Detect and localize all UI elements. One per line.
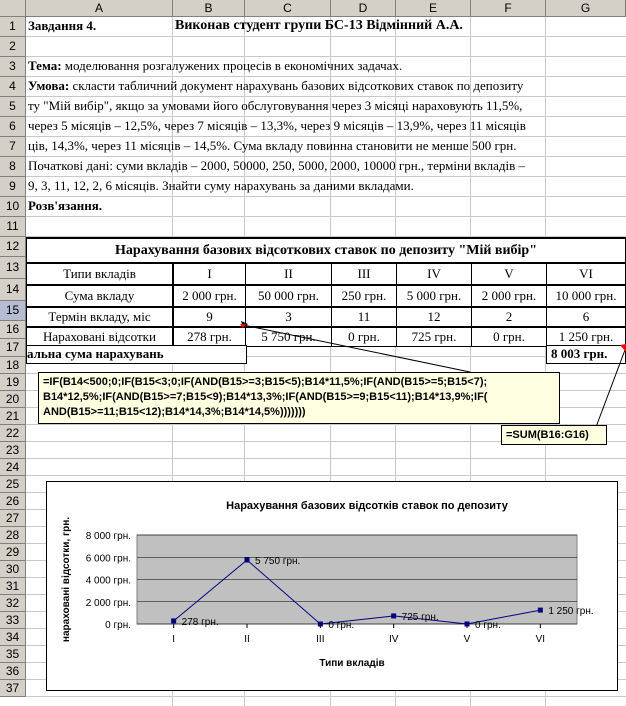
data-label: 0 грн. — [328, 620, 355, 631]
term-cell[interactable]: 3 — [245, 307, 332, 327]
type-cell[interactable]: IV — [396, 263, 472, 285]
line-chart — [47, 482, 617, 690]
interest-cell[interactable]: 0 грн. — [331, 327, 397, 347]
interest-cell[interactable]: 0 грн. — [471, 327, 547, 347]
row-header-26[interactable]: 26 — [0, 493, 26, 510]
x-tick-label: III — [316, 634, 325, 645]
interest-cell[interactable]: 5 750 грн. — [245, 327, 332, 347]
row-header-31[interactable]: 31 — [0, 578, 26, 595]
row-header-10[interactable]: 10 — [0, 197, 26, 217]
x-axis-title: Типи вкладів — [319, 658, 385, 669]
row-header-23[interactable]: 23 — [0, 442, 26, 459]
data-point — [245, 558, 250, 563]
topic-label: Тема: — [28, 58, 62, 73]
data-point — [171, 618, 176, 623]
term-cell[interactable]: 12 — [396, 307, 472, 327]
x-tick-label: VI — [535, 634, 546, 645]
data-point — [318, 622, 323, 627]
row-header-24[interactable]: 24 — [0, 459, 26, 476]
row-header-35[interactable]: 35 — [0, 646, 26, 663]
row-header-28[interactable]: 28 — [0, 527, 26, 544]
chart-area[interactable] — [46, 481, 618, 691]
term-cell[interactable]: 9 — [173, 307, 246, 327]
row-header-19[interactable]: 19 — [0, 374, 26, 391]
data-label: 5 750 грн. — [255, 556, 301, 568]
amount-cell[interactable]: 10 000 грн. — [546, 285, 626, 307]
column-header-g[interactable]: G — [546, 0, 626, 17]
total-label[interactable]: альна сума нарахувань — [26, 345, 247, 364]
row-header-33[interactable]: 33 — [0, 612, 26, 629]
x-tick-label: IV — [388, 634, 399, 645]
amount-cell[interactable]: 5 000 грн. — [396, 285, 472, 307]
topic-text: моделювання розгалужених процесів в економічних задачах. — [61, 58, 403, 73]
column-header-e[interactable]: E — [396, 0, 471, 17]
condition-line-2[interactable]: ту "Мій вибір", якщо за умовами його обслуговування через 3 місяці нараховують 11,5%, — [28, 98, 523, 113]
y-axis-title: нараховані відсотки, грн. — [61, 516, 72, 643]
column-header-d[interactable]: D — [331, 0, 396, 17]
term-cell[interactable]: 2 — [471, 307, 547, 327]
data-point — [465, 622, 470, 627]
row-header-34[interactable]: 34 — [0, 629, 26, 646]
initial-data-line-2[interactable]: 9, 3, 11, 12, 2, 6 місяців. Знайти суму нарахувань за даними вкладами. — [28, 178, 414, 193]
row-header-7[interactable]: 7 — [0, 137, 26, 157]
column-header-a[interactable]: A — [26, 0, 173, 17]
type-cell[interactable]: V — [471, 263, 547, 285]
type-cell[interactable]: II — [245, 263, 332, 285]
row-header-27[interactable]: 27 — [0, 510, 26, 527]
row-header-14[interactable]: 14 — [0, 279, 26, 301]
row-header-1[interactable]: 1 — [0, 17, 26, 37]
y-tick-label: 4 000 грн. — [85, 575, 131, 587]
student-info[interactable]: Виконав студент групи БС-13 Відмінний А.А. — [175, 18, 463, 33]
term-cell[interactable]: 6 — [546, 307, 626, 327]
amount-cell[interactable]: 2 000 грн. — [471, 285, 547, 307]
x-tick-label: I — [172, 634, 176, 645]
row-header-12[interactable]: 12 — [0, 237, 26, 257]
column-header-f[interactable]: F — [471, 0, 546, 17]
solution-heading[interactable]: Розв'язання. — [28, 198, 102, 213]
row-header-37[interactable]: 37 — [0, 680, 26, 697]
row-header-32[interactable]: 32 — [0, 595, 26, 612]
y-tick-label: 6 000 грн. — [85, 553, 131, 565]
row-header-13[interactable]: 13 — [0, 257, 26, 279]
row-header-15[interactable]: 15 — [0, 301, 26, 321]
row-header-11[interactable]: 11 — [0, 217, 26, 237]
y-tick-label: 0 грн. — [105, 620, 131, 631]
row-label-interest[interactable]: Нараховані відсотки — [26, 327, 173, 347]
interest-cell[interactable]: 1 250 грн. — [546, 327, 626, 347]
initial-data-line[interactable]: Початкові дані: суми вкладів – 2000, 50000, 250, 5000, 2000, 10000 грн., терміни вкладів – — [28, 158, 525, 173]
sum-comment[interactable]: =SUM(B16:G16) — [501, 425, 607, 445]
formula-comment[interactable]: =IF(B14<500;0;IF(B15<3;0;IF(AND(B15>=3;B15<5);B14*11,5%;IF(AND(B15>=5;B15<7); B14*12,5%;IF(AND(B15>=7;B15<9);B14*13,3%;IF(AND(B15>=9;B15<11);B14*13,9%;IF( AND(B15>=11;B15<12);B14*14,3%;B14*14,5%))))))) — [38, 372, 560, 424]
row-label-amounts[interactable]: Сума вкладу — [26, 285, 173, 307]
term-cell[interactable]: 11 — [331, 307, 397, 327]
y-tick-label: 8 000 грн. — [85, 531, 131, 542]
row-header-9[interactable]: 9 — [0, 177, 26, 197]
row-header-22[interactable]: 22 — [0, 425, 26, 442]
data-label: 725 грн. — [401, 611, 439, 623]
column-header-b[interactable]: B — [173, 0, 245, 17]
type-cell[interactable]: III — [331, 263, 397, 285]
row-header-36[interactable]: 36 — [0, 663, 26, 680]
task-title[interactable]: Завдання 4. — [28, 18, 97, 33]
row-header-18[interactable]: 18 — [0, 357, 26, 374]
row-header-6[interactable]: 6 — [0, 117, 26, 137]
y-tick-label: 2 000 грн. — [85, 597, 131, 609]
condition-line-4[interactable]: ців, 14,3%, через 11 місяців – 14,5%. Сума вкладу повинна становити не менше 500 грн. — [28, 138, 517, 153]
row-header-8[interactable]: 8 — [0, 157, 26, 177]
amount-cell[interactable]: 50 000 грн. — [245, 285, 332, 307]
row-header-17[interactable]: 17 — [0, 339, 26, 357]
amount-cell[interactable]: 250 грн. — [331, 285, 397, 307]
data-point — [538, 608, 543, 613]
chart-title: Нарахування базових відсотків ставок по депозиту — [226, 500, 508, 512]
type-cell[interactable]: VI — [546, 263, 626, 285]
row-label-terms[interactable]: Термін вкладу, міс — [26, 307, 173, 327]
row-header-20[interactable]: 20 — [0, 391, 26, 408]
row-label-types[interactable]: Типи вкладів — [26, 263, 173, 285]
total-value[interactable]: 8 003 грн. — [546, 345, 626, 364]
row-header-29[interactable]: 29 — [0, 544, 26, 561]
row-header-30[interactable]: 30 — [0, 561, 26, 578]
amount-cell[interactable]: 2 000 грн. — [173, 285, 246, 307]
table-title[interactable]: Нарахування базових відсоткових ставок по депозиту "Мій вибір" — [26, 237, 626, 263]
condition-line-3[interactable]: через 5 місяців – 12,5%, через 7 місяців – 13,3%, через 9 місяців – 13,9%, через 11 місяців — [28, 118, 526, 133]
interest-cell[interactable]: 278 грн. — [173, 327, 246, 347]
row-header-25[interactable]: 25 — [0, 476, 26, 493]
type-cell[interactable]: I — [173, 263, 246, 285]
row-header-4[interactable]: 4 — [0, 77, 26, 97]
row-header-21[interactable]: 21 — [0, 408, 26, 425]
x-tick-label: II — [244, 634, 250, 645]
row-header-2[interactable]: 2 — [0, 37, 26, 57]
condition-text: скласти табличний документ нарахувань базових відсоткових ставок по депозиту — [69, 78, 524, 93]
data-label: 1 250 грн. — [548, 606, 594, 618]
column-header-c[interactable]: C — [245, 0, 331, 17]
interest-cell[interactable]: 725 грн. — [396, 327, 472, 347]
data-label: 0 грн. — [475, 620, 501, 631]
data-point — [391, 613, 396, 618]
x-tick-label: V — [463, 634, 471, 645]
row-header-16[interactable]: 16 — [0, 321, 26, 339]
condition-label: Умова: — [28, 78, 70, 93]
row-header-5[interactable]: 5 — [0, 97, 26, 117]
row-header-3[interactable]: 3 — [0, 57, 26, 77]
data-label: 278 грн. — [181, 616, 219, 628]
